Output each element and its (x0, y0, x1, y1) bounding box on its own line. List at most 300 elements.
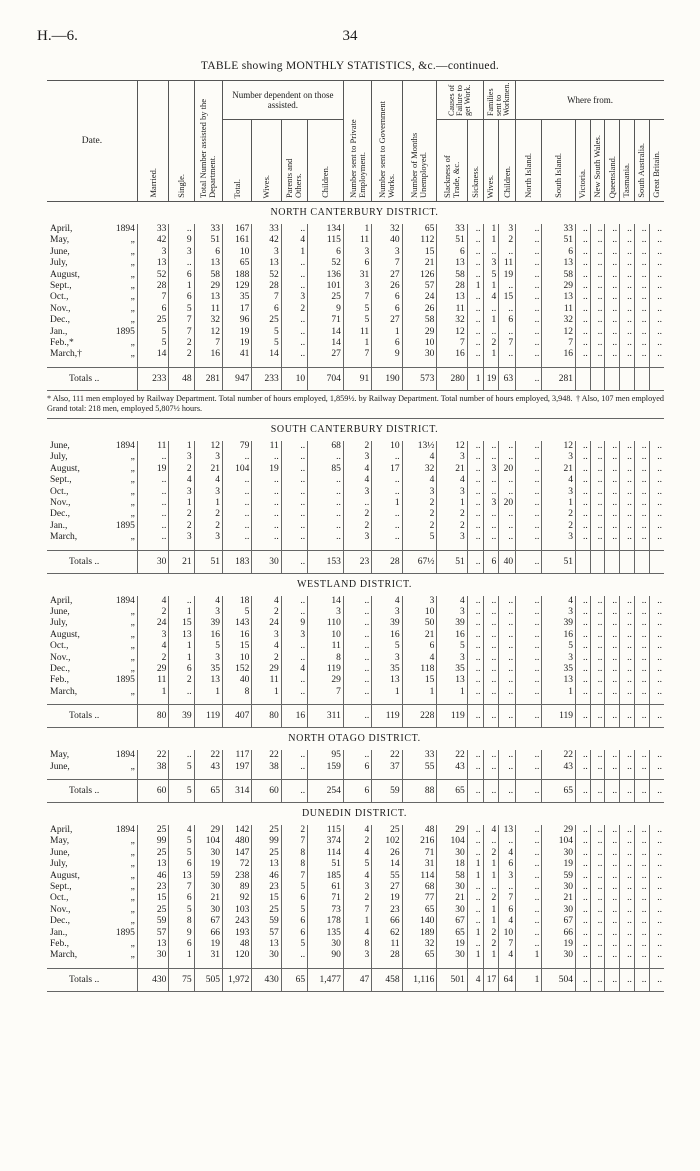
value-cell: .. (620, 509, 635, 520)
value-cell: 66 (194, 928, 222, 939)
totals-cell: .. (499, 780, 516, 803)
table-row (47, 292, 664, 303)
totals-cell: 6 (483, 550, 499, 573)
value-cell: 114 (402, 871, 437, 882)
value-cell: .. (620, 270, 635, 281)
value-cell: .. (620, 607, 635, 618)
value-cell: 189 (402, 928, 437, 939)
value-cell: .. (516, 871, 542, 882)
value-cell: 77 (402, 893, 437, 904)
month-cell: May, (50, 235, 70, 246)
value-cell: 1 (467, 281, 483, 292)
value-cell: 13 (169, 630, 194, 641)
value-cell: .. (634, 905, 649, 916)
value-cell: .. (576, 939, 591, 950)
value-cell: .. (590, 475, 605, 486)
value-cell: .. (634, 750, 649, 761)
value-cell: 3 (499, 224, 516, 235)
value-cell: 1 (483, 235, 499, 246)
value-cell: .. (516, 327, 542, 338)
value-cell: 30 (437, 848, 467, 859)
value-cell: .. (281, 327, 307, 338)
value-cell: 2 (343, 441, 371, 452)
value-cell: .. (620, 675, 635, 686)
value-cell: 51 (308, 859, 344, 870)
value-cell: .. (620, 893, 635, 904)
value-cell: .. (605, 521, 620, 532)
value-cell: .. (499, 487, 516, 498)
value-cell: 30 (252, 950, 281, 961)
value-cell: .. (590, 247, 605, 258)
value-cell: 5 (169, 848, 194, 859)
value-cell: .. (137, 532, 169, 543)
value-cell: 3 (402, 596, 437, 607)
value-cell: 8 (281, 848, 307, 859)
value-cell: .. (281, 270, 307, 281)
value-cell: 4 (169, 825, 194, 836)
value-cell: .. (590, 258, 605, 269)
value-cell: 3 (169, 487, 194, 498)
value-cell: .. (634, 859, 649, 870)
value-cell: .. (605, 893, 620, 904)
value-cell: .. (252, 521, 281, 532)
value-cell: .. (590, 498, 605, 509)
page-code: H.—6. (37, 28, 78, 44)
value-cell: 3 (343, 281, 371, 292)
value-cell: 2 (437, 509, 467, 520)
value-cell: 8 (308, 653, 344, 664)
value-cell: .. (576, 338, 591, 349)
value-cell: .. (649, 224, 664, 235)
value-cell: .. (590, 762, 605, 773)
year-cell: „ (130, 292, 135, 303)
value-cell: .. (590, 521, 605, 532)
value-cell: 3 (343, 487, 371, 498)
value-cell: .. (649, 338, 664, 349)
value-cell: 9 (169, 235, 194, 246)
table-title: TABLE showing MONTHLY STATISTICS, &c.—continued. (200, 60, 500, 72)
year-cell: „ (130, 629, 135, 640)
value-cell: .. (620, 258, 635, 269)
value-cell: .. (605, 338, 620, 349)
value-cell: .. (620, 916, 635, 927)
value-cell: .. (252, 509, 281, 520)
value-cell: .. (634, 292, 649, 303)
section-header-row (47, 803, 664, 826)
value-cell: .. (590, 607, 605, 618)
value-cell: 28 (252, 281, 281, 292)
value-cell: .. (483, 836, 499, 847)
totals-cell: .. (649, 968, 664, 991)
value-cell: .. (499, 882, 516, 893)
value-cell: .. (499, 327, 516, 338)
value-cell: 7 (169, 327, 194, 338)
value-cell: 22 (252, 750, 281, 761)
value-cell: 25 (252, 825, 281, 836)
value-cell: 5 (169, 836, 194, 847)
value-cell: .. (308, 452, 344, 463)
header-families-group: Families sent to Workmen. (486, 82, 512, 116)
month-cell: May, (50, 750, 70, 761)
value-cell: 26 (372, 848, 402, 859)
value-cell: .. (605, 596, 620, 607)
totals-cell: .. (620, 968, 635, 991)
value-cell: .. (634, 521, 649, 532)
year-cell: „ (130, 235, 135, 246)
value-cell: 17 (372, 464, 402, 475)
value-cell: .. (634, 441, 649, 452)
value-cell: .. (281, 675, 307, 686)
value-cell: .. (516, 258, 542, 269)
header-parents: Parents and Others. (284, 158, 304, 198)
value-cell: 3 (281, 292, 307, 303)
value-cell: .. (634, 498, 649, 509)
value-cell: 6 (499, 859, 516, 870)
value-cell: .. (590, 596, 605, 607)
value-cell: .. (483, 521, 499, 532)
table-row (47, 939, 664, 950)
value-cell: .. (576, 258, 591, 269)
value-cell: 110 (308, 618, 344, 629)
value-cell: 3 (372, 607, 402, 618)
value-cell: 23 (137, 882, 169, 893)
totals-cell: .. (281, 550, 307, 573)
value-cell: .. (516, 464, 542, 475)
value-cell: 7 (499, 939, 516, 950)
value-cell: 2 (483, 893, 499, 904)
table-row (47, 950, 664, 961)
value-cell: 13 (252, 258, 281, 269)
value-cell: 14 (308, 338, 344, 349)
value-cell: .. (649, 916, 664, 927)
value-cell: 38 (252, 762, 281, 773)
header-married: Married. (147, 168, 158, 198)
value-cell: .. (590, 487, 605, 498)
value-cell: 11 (343, 327, 371, 338)
value-cell: .. (634, 327, 649, 338)
value-cell: .. (516, 762, 542, 773)
totals-cell: 704 (308, 367, 344, 390)
value-cell: .. (169, 687, 194, 698)
value-cell: .. (467, 224, 483, 235)
value-cell: 4 (343, 464, 371, 475)
value-cell: 99 (137, 836, 169, 847)
value-cell: 12 (437, 441, 467, 452)
value-cell: 1 (372, 498, 402, 509)
value-cell: .. (605, 258, 620, 269)
value-cell: .. (467, 836, 483, 847)
totals-cell: 314 (222, 780, 251, 803)
value-cell: 58 (437, 270, 467, 281)
value-cell: 5 (281, 882, 307, 893)
value-cell: 65 (402, 224, 437, 235)
totals-cell: 65 (542, 780, 576, 803)
value-cell: 13 (437, 258, 467, 269)
header-fam-children: Children. (501, 166, 512, 198)
value-cell: 7 (308, 687, 344, 698)
value-cell: 4 (343, 928, 371, 939)
value-cell: .. (649, 762, 664, 773)
value-cell: 14 (372, 859, 402, 870)
value-cell: 13 (542, 675, 576, 686)
totals-cell: .. (516, 550, 542, 573)
value-cell: .. (605, 859, 620, 870)
totals-cell: .. (576, 780, 591, 803)
year-cell: „ (130, 486, 135, 497)
value-cell: 3 (542, 653, 576, 664)
value-cell: .. (516, 452, 542, 463)
value-cell: .. (649, 928, 664, 939)
value-cell: 73 (308, 905, 344, 916)
value-cell: .. (620, 338, 635, 349)
value-cell: .. (605, 281, 620, 292)
value-cell: .. (590, 349, 605, 360)
value-cell: 32 (542, 315, 576, 326)
totals-cell: 65 (437, 780, 467, 803)
month-cell: Nov., (50, 497, 71, 508)
value-cell: .. (634, 928, 649, 939)
month-cell: Feb.,* (50, 338, 74, 349)
value-cell: 25 (137, 315, 169, 326)
value-cell: 2 (343, 893, 371, 904)
value-cell: .. (634, 452, 649, 463)
value-cell: .. (372, 475, 402, 486)
month-cell: June, (50, 847, 70, 858)
value-cell: .. (590, 327, 605, 338)
value-cell: 13 (542, 292, 576, 303)
value-cell: .. (605, 630, 620, 641)
value-cell: .. (467, 464, 483, 475)
value-cell: 2 (169, 509, 194, 520)
value-cell: 28 (437, 281, 467, 292)
value-cell: 2 (169, 464, 194, 475)
header-nsw: New South Wales. (592, 135, 603, 198)
value-cell: .. (620, 836, 635, 847)
value-cell: 104 (222, 464, 251, 475)
value-cell: .. (281, 750, 307, 761)
year-cell: „ (130, 859, 135, 870)
value-cell: .. (281, 349, 307, 360)
value-cell: .. (649, 653, 664, 664)
month-cell: Nov., (50, 652, 71, 663)
value-cell: 3 (483, 498, 499, 509)
value-cell: 480 (222, 836, 251, 847)
value-cell: 96 (222, 315, 251, 326)
value-cell: .. (590, 848, 605, 859)
value-cell: .. (620, 905, 635, 916)
value-cell: .. (649, 487, 664, 498)
value-cell: .. (634, 224, 649, 235)
value-cell: .. (634, 939, 649, 950)
value-cell: 2 (252, 607, 281, 618)
value-cell: 3 (194, 653, 222, 664)
value-cell: 6 (169, 292, 194, 303)
value-cell: .. (576, 675, 591, 686)
value-cell: .. (499, 664, 516, 675)
value-cell: 140 (402, 916, 437, 927)
value-cell: 3 (194, 452, 222, 463)
value-cell: 1 (516, 950, 542, 961)
value-cell: .. (516, 836, 542, 847)
value-cell: .. (281, 281, 307, 292)
value-cell: 6 (343, 762, 371, 773)
totals-cell (106, 705, 138, 728)
value-cell: .. (499, 836, 516, 847)
value-cell: 66 (372, 916, 402, 927)
value-cell: .. (620, 349, 635, 360)
value-cell: 1 (542, 687, 576, 698)
header-date: Date. (47, 81, 137, 202)
value-cell: .. (605, 618, 620, 629)
value-cell: 13 (437, 675, 467, 686)
value-cell: .. (467, 235, 483, 246)
value-cell: 10 (372, 441, 402, 452)
value-cell: 19 (499, 270, 516, 281)
table-header (47, 81, 664, 202)
value-cell: 3 (343, 452, 371, 463)
value-cell: 30 (542, 848, 576, 859)
value-cell: .. (634, 687, 649, 698)
value-cell: 22 (372, 750, 402, 761)
value-cell: 3 (372, 247, 402, 258)
value-cell: .. (634, 641, 649, 652)
month-cell: August, (50, 870, 80, 881)
value-cell: .. (483, 664, 499, 675)
value-cell: .. (634, 509, 649, 520)
value-cell: 13½ (402, 441, 437, 452)
value-cell: 29 (194, 825, 222, 836)
value-cell: .. (649, 521, 664, 532)
value-cell: 25 (252, 848, 281, 859)
value-cell: .. (343, 618, 371, 629)
value-cell: 3 (437, 653, 467, 664)
totals-cell: .. (467, 550, 483, 573)
value-cell: .. (605, 247, 620, 258)
value-cell: .. (222, 532, 251, 543)
value-cell: .. (516, 441, 542, 452)
value-cell: 15 (169, 618, 194, 629)
value-cell: 11 (542, 304, 576, 315)
value-cell: .. (281, 441, 307, 452)
value-cell: 5 (169, 304, 194, 315)
value-cell: .. (467, 848, 483, 859)
year-cell: „ (130, 686, 135, 697)
value-cell: .. (576, 916, 591, 927)
value-cell: 27 (372, 315, 402, 326)
value-cell: 52 (252, 270, 281, 281)
value-cell: .. (590, 928, 605, 939)
value-cell: .. (590, 441, 605, 452)
value-cell: 39 (372, 618, 402, 629)
value-cell: .. (649, 327, 664, 338)
value-cell: .. (605, 939, 620, 950)
value-cell: .. (169, 224, 194, 235)
value-cell: 4 (542, 475, 576, 486)
value-cell: 55 (372, 871, 402, 882)
value-cell: 7 (252, 292, 281, 303)
value-cell: .. (516, 487, 542, 498)
value-cell: .. (576, 859, 591, 870)
value-cell: .. (281, 596, 307, 607)
value-cell: 43 (437, 762, 467, 773)
header-dep-total: Total. (231, 178, 242, 198)
month-cell: Nov., (50, 303, 71, 314)
month-cell: June, (50, 761, 70, 772)
value-cell: 17 (222, 304, 251, 315)
value-cell: 1 (467, 950, 483, 961)
value-cell: 3 (137, 630, 169, 641)
value-cell: 7 (281, 871, 307, 882)
value-cell: 167 (222, 224, 251, 235)
totals-cell: 59 (372, 780, 402, 803)
year-cell: „ (130, 847, 135, 858)
totals-cell: 119 (194, 705, 222, 728)
value-cell: .. (499, 532, 516, 543)
value-cell: 1 (169, 441, 194, 452)
month-cell: March, (50, 532, 78, 543)
value-cell: .. (467, 882, 483, 893)
totals-cell: 1 (516, 968, 542, 991)
value-cell: .. (516, 235, 542, 246)
month-cell: March,† (50, 349, 82, 360)
value-cell: 10 (499, 928, 516, 939)
value-cell: 4 (542, 596, 576, 607)
value-cell: 35 (372, 664, 402, 675)
totals-cell: .. (590, 705, 605, 728)
value-cell: 129 (222, 281, 251, 292)
value-cell: .. (516, 641, 542, 652)
value-cell: .. (620, 327, 635, 338)
value-cell: 48 (402, 825, 437, 836)
value-cell: 2 (402, 521, 437, 532)
value-cell: .. (605, 928, 620, 939)
value-cell: .. (590, 687, 605, 698)
header-sickness: Sickness. (469, 166, 480, 198)
value-cell: .. (620, 235, 635, 246)
value-cell: .. (499, 618, 516, 629)
value-cell: .. (605, 836, 620, 847)
value-cell: 1 (137, 687, 169, 698)
value-cell: 3 (252, 630, 281, 641)
value-cell: .. (590, 675, 605, 686)
month-cell: Sept., (50, 475, 72, 486)
value-cell: 40 (372, 235, 402, 246)
value-cell: 21 (542, 893, 576, 904)
value-cell: .. (467, 498, 483, 509)
value-cell: .. (649, 304, 664, 315)
value-cell: .. (605, 509, 620, 520)
value-cell: .. (620, 950, 635, 961)
table-row (47, 630, 664, 641)
value-cell: .. (281, 687, 307, 698)
value-cell: .. (590, 916, 605, 927)
value-cell: 2 (483, 928, 499, 939)
value-cell: 35 (194, 664, 222, 675)
value-cell: 7 (169, 315, 194, 326)
value-cell: 19 (222, 327, 251, 338)
value-cell: 67 (194, 916, 222, 927)
month-cell: April, (50, 224, 73, 234)
value-cell: .. (576, 327, 591, 338)
totals-cell (106, 550, 138, 573)
table-row (47, 304, 664, 315)
value-cell: 5 (137, 327, 169, 338)
value-cell: .. (620, 464, 635, 475)
value-cell: .. (516, 687, 542, 698)
year-cell: „ (130, 882, 135, 893)
totals-cell: 30 (252, 550, 281, 573)
value-cell: .. (605, 916, 620, 927)
